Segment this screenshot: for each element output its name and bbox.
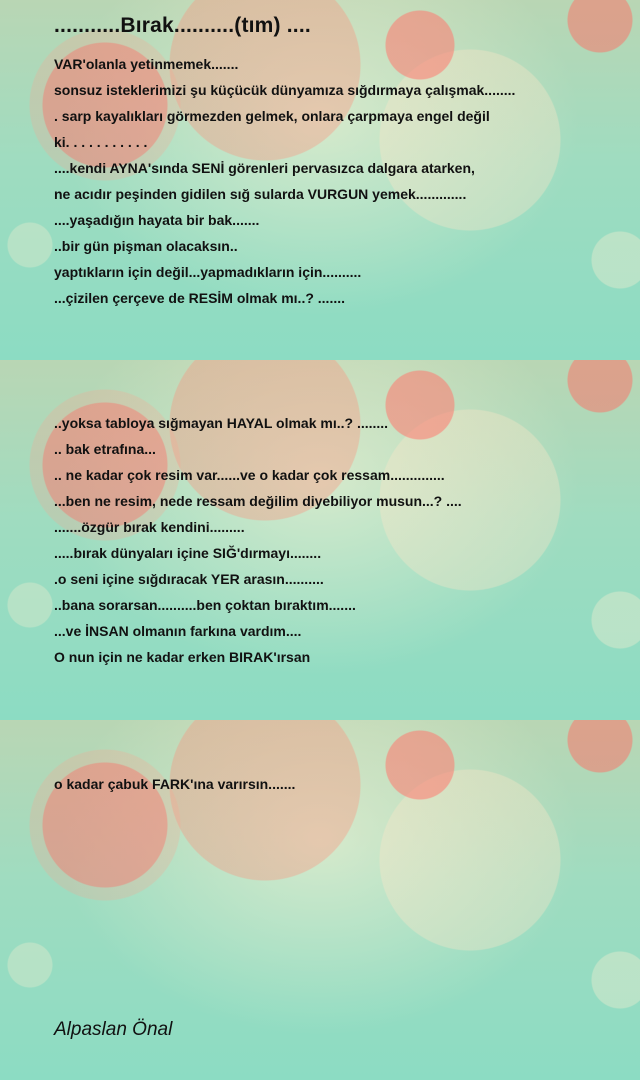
poem-line: ..bir gün pişman olacaksın..: [54, 238, 238, 254]
poem-line: ..bana sorarsan..........ben çoktan bıraktım.......: [54, 597, 356, 613]
poem-line: ...çizilen çerçeve de RESİM olmak mı..? .......: [54, 290, 345, 306]
poem-line: O nun için ne kadar erken BIRAK'ırsan: [54, 649, 311, 665]
poem-line: ....kendi AYNA'sında SENİ görenleri pervasızca dalgara atarken,: [54, 160, 475, 176]
poem-line: ki. . . . . . . . . . .: [54, 134, 148, 150]
poem-line: VAR'olanla yetinmemek.......: [54, 56, 239, 72]
poem-line: .. bak etrafına...: [54, 441, 156, 457]
poem-line: o kadar çabuk FARK'ına varırsın.......: [54, 776, 296, 792]
poem-line: .....bırak dünyaları içine SIĞ'dırmayı........: [54, 545, 322, 561]
poem-line: ...ve İNSAN olmanın farkına vardım....: [54, 623, 302, 639]
poem-line: . sarp kayalıkları görmezden gelmek, onlara çarpmaya engel değil: [54, 108, 490, 124]
stanza-3: [54, 771, 295, 797]
poem-line: ..yoksa tabloya sığmayan HAYAL olmak mı..? ........: [54, 415, 389, 431]
poem-line: ne acıdır peşinden gidilen sığ sularda VURGUN yemek.............: [54, 186, 467, 202]
poem-line: yaptıkların için değil...yapmadıkların için..........: [54, 264, 362, 280]
poem-line: sonsuz isteklerimizi şu küçücük dünyamıza sığdırmaya çalışmak........: [54, 82, 516, 98]
stanza-2: [54, 410, 462, 670]
author-name: Alpaslan Önal: [54, 1019, 173, 1040]
poem-line: ....yaşadığın hayata bir bak.......: [54, 212, 260, 228]
poem-panel-2: [0, 360, 640, 720]
poem-title: ...........Bırak..........(tım) ....: [54, 14, 311, 37]
stanza-1: [54, 51, 515, 311]
poem-line: ...ben ne resim, nede ressam değilim diyebiliyor musun...? ....: [54, 493, 462, 509]
poem-line: .. ne kadar çok resim var......ve o kadar çok ressam..............: [54, 467, 445, 483]
poem-line: .o seni içine sığdıracak YER arasın..........: [54, 571, 324, 587]
poem-line: .......özgür bırak kendini.........: [54, 519, 245, 535]
poem-panel-1: [0, 0, 640, 360]
poem-panel-3: [0, 720, 640, 1080]
